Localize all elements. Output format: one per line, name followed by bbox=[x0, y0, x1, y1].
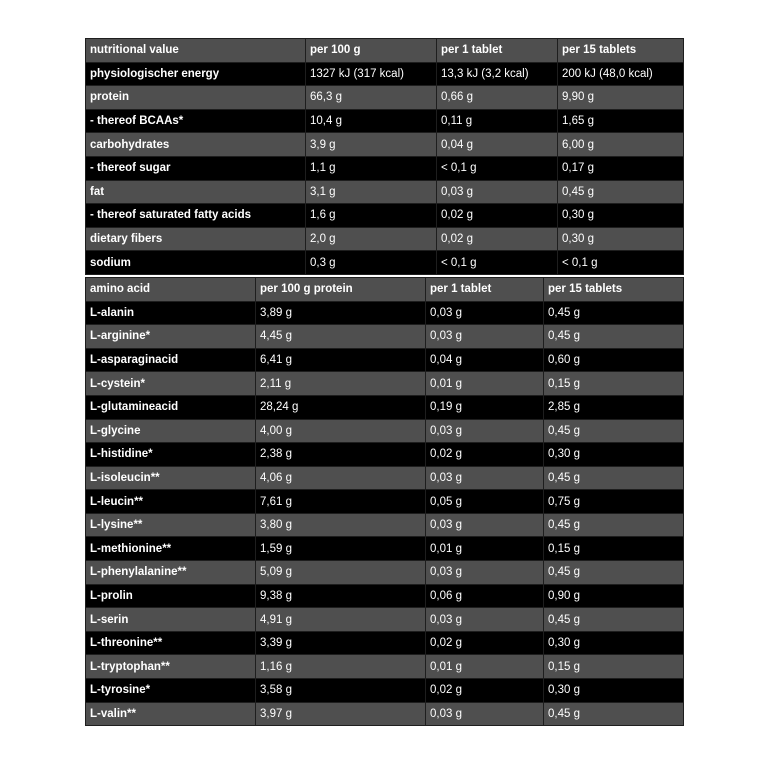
cell-value: 0,15 g bbox=[544, 655, 684, 679]
row-label: L-prolin bbox=[86, 584, 256, 608]
cell-value: 0,03 g bbox=[426, 702, 544, 726]
row-label: physiologischer energy bbox=[86, 62, 306, 86]
cell-value: 5,09 g bbox=[256, 561, 426, 585]
row-label: L-cystein* bbox=[86, 372, 256, 396]
row-label: - thereof sugar bbox=[86, 156, 306, 180]
row-label: L-lysine** bbox=[86, 513, 256, 537]
table-row bbox=[86, 204, 684, 228]
table-row bbox=[86, 227, 684, 251]
table-row bbox=[86, 608, 684, 632]
column-header: amino acid bbox=[86, 277, 256, 301]
cell-value: 0,11 g bbox=[437, 109, 558, 133]
row-label: L-tyrosine* bbox=[86, 679, 256, 703]
cell-value: 0,30 g bbox=[544, 679, 684, 703]
table-row bbox=[86, 679, 684, 703]
cell-value: 0,45 g bbox=[558, 180, 684, 204]
cell-value: 3,97 g bbox=[256, 702, 426, 726]
cell-value: 2,0 g bbox=[306, 227, 437, 251]
cell-value: 1,1 g bbox=[306, 156, 437, 180]
cell-value: 6,00 g bbox=[558, 133, 684, 157]
row-label: L-asparaginacid bbox=[86, 348, 256, 372]
column-header: per 1 tablet bbox=[426, 277, 544, 301]
cell-value: 66,3 g bbox=[306, 86, 437, 110]
cell-value: < 0,1 g bbox=[558, 251, 684, 275]
cell-value: 1,6 g bbox=[306, 204, 437, 228]
cell-value: 2,11 g bbox=[256, 372, 426, 396]
table-row bbox=[86, 301, 684, 325]
cell-value: 4,00 g bbox=[256, 419, 426, 443]
cell-value: < 0,1 g bbox=[437, 156, 558, 180]
cell-value: 0,30 g bbox=[558, 204, 684, 228]
cell-value: 0,15 g bbox=[544, 537, 684, 561]
column-header: per 100 g bbox=[306, 39, 437, 63]
row-label: L-serin bbox=[86, 608, 256, 632]
cell-value: 0,90 g bbox=[544, 584, 684, 608]
amino-acid-table bbox=[85, 277, 684, 726]
row-label: - thereof saturated fatty acids bbox=[86, 204, 306, 228]
cell-value: 0,04 g bbox=[426, 348, 544, 372]
cell-value: 0,45 g bbox=[544, 561, 684, 585]
cell-value: 0,17 g bbox=[558, 156, 684, 180]
cell-value: 0,03 g bbox=[437, 180, 558, 204]
row-label: L-glycine bbox=[86, 419, 256, 443]
row-label: L-methionine** bbox=[86, 537, 256, 561]
cell-value: 3,9 g bbox=[306, 133, 437, 157]
cell-value: 0,45 g bbox=[544, 419, 684, 443]
cell-value: 3,1 g bbox=[306, 180, 437, 204]
table-row bbox=[86, 372, 684, 396]
amino-header-row bbox=[86, 277, 684, 301]
cell-value: 4,45 g bbox=[256, 325, 426, 349]
cell-value: 0,03 g bbox=[426, 325, 544, 349]
row-label: L-tryptophan** bbox=[86, 655, 256, 679]
table-row bbox=[86, 419, 684, 443]
cell-value: 1327 kJ (317 kcal) bbox=[306, 62, 437, 86]
cell-value: 0,01 g bbox=[426, 372, 544, 396]
cell-value: 10,4 g bbox=[306, 109, 437, 133]
table-row bbox=[86, 490, 684, 514]
cell-value: 0,19 g bbox=[426, 395, 544, 419]
row-label: L-glutamineacid bbox=[86, 395, 256, 419]
cell-value: < 0,1 g bbox=[437, 251, 558, 275]
cell-value: 0,30 g bbox=[544, 631, 684, 655]
cell-value: 0,30 g bbox=[544, 443, 684, 467]
row-label: L-isoleucin** bbox=[86, 466, 256, 490]
row-label: L-alanin bbox=[86, 301, 256, 325]
cell-value: 0,45 g bbox=[544, 513, 684, 537]
column-header: per 15 tablets bbox=[544, 277, 684, 301]
table-row bbox=[86, 180, 684, 204]
cell-value: 0,02 g bbox=[437, 204, 558, 228]
row-label: - thereof BCAAs* bbox=[86, 109, 306, 133]
row-label: fat bbox=[86, 180, 306, 204]
column-header: per 15 tablets bbox=[558, 39, 684, 63]
table-row bbox=[86, 156, 684, 180]
table-row bbox=[86, 631, 684, 655]
cell-value: 0,30 g bbox=[558, 227, 684, 251]
cell-value: 13,3 kJ (3,2 kcal) bbox=[437, 62, 558, 86]
cell-value: 2,38 g bbox=[256, 443, 426, 467]
row-label: dietary fibers bbox=[86, 227, 306, 251]
column-header: per 100 g protein bbox=[256, 277, 426, 301]
table-row bbox=[86, 584, 684, 608]
cell-value: 3,58 g bbox=[256, 679, 426, 703]
cell-value: 0,3 g bbox=[306, 251, 437, 275]
cell-value: 0,45 g bbox=[544, 466, 684, 490]
table-row bbox=[86, 325, 684, 349]
cell-value: 4,91 g bbox=[256, 608, 426, 632]
cell-value: 1,16 g bbox=[256, 655, 426, 679]
cell-value: 2,85 g bbox=[544, 395, 684, 419]
cell-value: 0,01 g bbox=[426, 655, 544, 679]
table-row bbox=[86, 466, 684, 490]
table-row bbox=[86, 702, 684, 726]
cell-value: 3,39 g bbox=[256, 631, 426, 655]
cell-value: 0,02 g bbox=[426, 443, 544, 467]
cell-value: 0,03 g bbox=[426, 419, 544, 443]
cell-value: 0,04 g bbox=[437, 133, 558, 157]
row-label: L-leucin** bbox=[86, 490, 256, 514]
cell-value: 0,03 g bbox=[426, 608, 544, 632]
table-row bbox=[86, 537, 684, 561]
cell-value: 0,03 g bbox=[426, 561, 544, 585]
table-row bbox=[86, 133, 684, 157]
cell-value: 0,45 g bbox=[544, 325, 684, 349]
table-row bbox=[86, 109, 684, 133]
cell-value: 0,03 g bbox=[426, 301, 544, 325]
cell-value: 1,59 g bbox=[256, 537, 426, 561]
column-header: per 1 tablet bbox=[437, 39, 558, 63]
cell-value: 6,41 g bbox=[256, 348, 426, 372]
cell-value: 0,45 g bbox=[544, 301, 684, 325]
cell-value: 0,01 g bbox=[426, 537, 544, 561]
cell-value: 0,03 g bbox=[426, 466, 544, 490]
nutrition-table bbox=[85, 38, 684, 275]
row-label: L-phenylalanine** bbox=[86, 561, 256, 585]
cell-value: 0,75 g bbox=[544, 490, 684, 514]
row-label: L-arginine* bbox=[86, 325, 256, 349]
table-row bbox=[86, 348, 684, 372]
cell-value: 0,06 g bbox=[426, 584, 544, 608]
table-row bbox=[86, 251, 684, 275]
cell-value: 200 kJ (48,0 kcal) bbox=[558, 62, 684, 86]
cell-value: 9,38 g bbox=[256, 584, 426, 608]
cell-value: 0,02 g bbox=[437, 227, 558, 251]
cell-value: 0,60 g bbox=[544, 348, 684, 372]
row-label: L-histidine* bbox=[86, 443, 256, 467]
cell-value: 9,90 g bbox=[558, 86, 684, 110]
table-row bbox=[86, 395, 684, 419]
column-header: nutritional value bbox=[86, 39, 306, 63]
row-label: carbohydrates bbox=[86, 133, 306, 157]
cell-value: 0,66 g bbox=[437, 86, 558, 110]
table-row bbox=[86, 86, 684, 110]
table-row bbox=[86, 443, 684, 467]
cell-value: 4,06 g bbox=[256, 466, 426, 490]
nutrition-document bbox=[85, 38, 683, 726]
row-label: L-threonine** bbox=[86, 631, 256, 655]
cell-value: 3,89 g bbox=[256, 301, 426, 325]
table-row bbox=[86, 655, 684, 679]
cell-value: 0,05 g bbox=[426, 490, 544, 514]
cell-value: 0,45 g bbox=[544, 608, 684, 632]
table-row bbox=[86, 513, 684, 537]
cell-value: 0,15 g bbox=[544, 372, 684, 396]
cell-value: 0,02 g bbox=[426, 631, 544, 655]
row-label: L-valin** bbox=[86, 702, 256, 726]
cell-value: 0,03 g bbox=[426, 513, 544, 537]
table-row bbox=[86, 561, 684, 585]
cell-value: 0,02 g bbox=[426, 679, 544, 703]
cell-value: 1,65 g bbox=[558, 109, 684, 133]
nutrition-header-row bbox=[86, 39, 684, 63]
row-label: sodium bbox=[86, 251, 306, 275]
cell-value: 7,61 g bbox=[256, 490, 426, 514]
cell-value: 3,80 g bbox=[256, 513, 426, 537]
cell-value: 28,24 g bbox=[256, 395, 426, 419]
row-label: protein bbox=[86, 86, 306, 110]
cell-value: 0,45 g bbox=[544, 702, 684, 726]
table-row bbox=[86, 62, 684, 86]
